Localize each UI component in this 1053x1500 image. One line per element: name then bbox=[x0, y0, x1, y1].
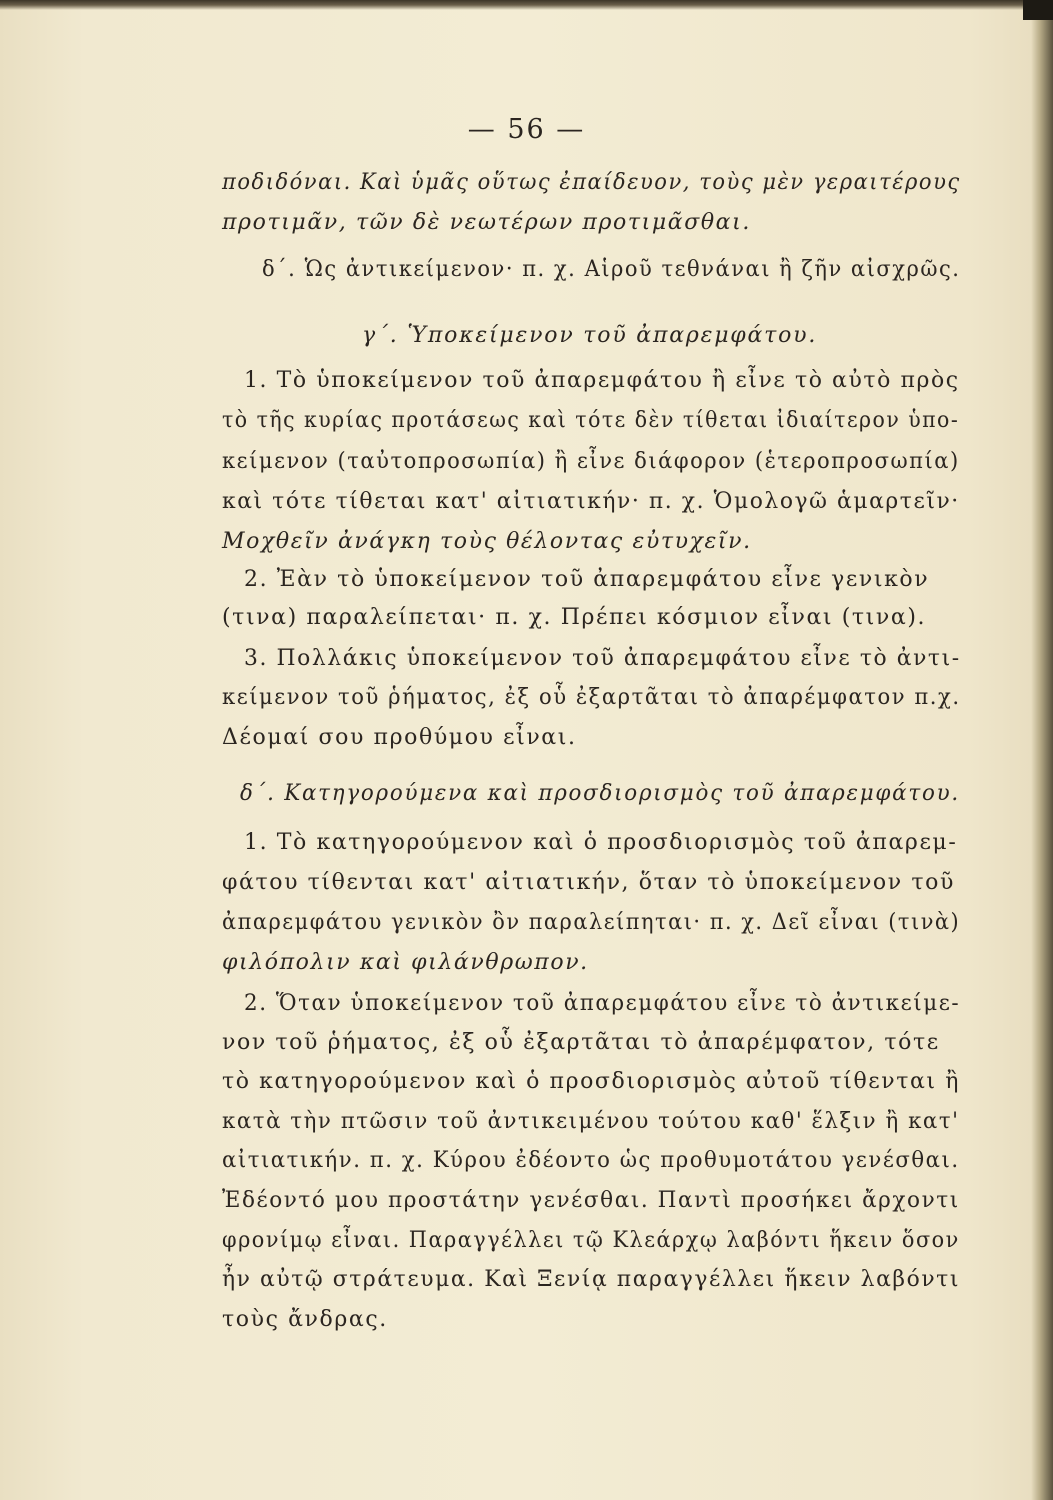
text-line-13: κείμενον τοῦ ῥήματος, ἐξ οὗ ἐξαρτᾶται τὸ ἀπαρέμφατον π.χ. bbox=[222, 685, 961, 710]
section-heading-gamma: γ΄. Ὑποκείμενον τοῦ ἀπαρεμφάτου. bbox=[362, 323, 818, 348]
text-line-22: τὸ κατηγορούμενον καὶ ὁ προσδιορισμὸς αὐτοῦ τίθενται ἢ bbox=[222, 1069, 960, 1094]
text-line-20: 2. Ὅταν ὑποκείμενον τοῦ ἀπαρεμφάτου εἶνε τὸ ἀντικείμε- bbox=[244, 991, 961, 1016]
text-line-24: αἰτιατικήν. π. χ. Κύρου ἐδέοντο ὡς προθυμοτάτου γενέσθαι. bbox=[222, 1148, 960, 1173]
section-heading-delta: δ΄. Κατηγορούμενα καὶ προσδιορισμὸς τοῦ ἀπαρεμφάτου. bbox=[240, 781, 960, 806]
text-line-11: (τινα) παραλείπεται· π. χ. Πρέπει κόσμιον εἶναι (τινα). bbox=[222, 605, 927, 630]
text-line-2: προτιμᾶν, τῶν δὲ νεωτέρων προτιμᾶσθαι. bbox=[222, 210, 751, 235]
text-line-19: φιλόπολιν καὶ φιλάνθρωπον. bbox=[222, 950, 589, 975]
text-line-25: Ἐδέοντό μου προστάτην γενέσθαι. Παντὶ προσήκει ἄρχοντι bbox=[222, 1188, 960, 1213]
text-line-5: 1. Τὸ ὑποκείμενον τοῦ ἀπαρεμφάτου ἢ εἶνε τὸ αὐτὸ πρὸς bbox=[244, 368, 960, 393]
text-line-16: 1. Τὸ κατηγορούμενον καὶ ὁ προσδιορισμὸς τοῦ ἀπαρεμ- bbox=[244, 830, 958, 855]
text-line-28: τοὺς ἄνδρας. bbox=[222, 1307, 388, 1332]
page-top-edge bbox=[0, 0, 1053, 10]
text-line-14: Δέομαί σου προθύμου εἶναι. bbox=[222, 725, 577, 750]
text-line-7: κείμενον (ταὐτοπροσωπία) ἢ εἶνε διάφορον (ἑτεροπροσωπία) bbox=[222, 449, 960, 474]
text-line-21: νον τοῦ ῥήματος, ἐξ οὗ ἐξαρτᾶται τὸ ἀπαρέμφατον, τότε bbox=[222, 1030, 940, 1055]
page-corner bbox=[1023, 0, 1053, 20]
text-line-18: ἀπαρεμφάτου γενικὸν ὂν παραλείπηται· π. χ. Δεῖ εἶναι (τινὰ) bbox=[222, 910, 961, 935]
text-line-8: καὶ τότε τίθεται κατ' αἰτιατικήν· π. χ. Ὁμολογῶ ἁμαρτεῖν· bbox=[222, 489, 960, 514]
text-line-9: Μοχθεῖν ἀνάγκη τοὺς θέλοντας εὐτυχεῖν. bbox=[222, 529, 752, 554]
page-number: — 56 — bbox=[467, 114, 586, 145]
text-line-26: φρονίμῳ εἶναι. Παραγγέλλει τῷ Κλεάρχῳ λαβόντι ἥκειν ὅσον bbox=[222, 1228, 960, 1253]
text-line-3: δ΄. Ὡς ἀντικείμενον· π. χ. Αἱροῦ τεθνάναι ἢ ζῆν αἰσχρῶς. bbox=[262, 257, 961, 282]
text-line-27: ἦν αὐτῷ στράτευμα. Καὶ Ξενίᾳ παραγγέλλει ἥκειν λαβόντι bbox=[222, 1267, 961, 1292]
text-line-17: φάτου τίθενται κατ' αἰτιατικήν, ὅταν τὸ ὑποκείμενον τοῦ bbox=[222, 870, 955, 895]
text-line-6: τὸ τῆς κυρίας προτάσεως καὶ τότε δὲν τίθεται ἰδιαίτερον ὑπο- bbox=[222, 408, 960, 433]
page-right-edge bbox=[1031, 0, 1053, 1500]
text-line-23: κατὰ τὴν πτῶσιν τοῦ ἀντικειμένου τούτου καθ' ἕλξιν ἢ κατ' bbox=[222, 1109, 960, 1134]
text-line-1: ποδιδόναι. Καὶ ὑμᾶς οὕτως ἐπαίδευον, τοὺς μὲν γεραιτέρους bbox=[222, 170, 961, 195]
text-line-10: 2. Ἐὰν τὸ ὑποκείμενον τοῦ ἀπαρεμφάτου εἶνε γενικὸν bbox=[244, 567, 930, 592]
text-line-12: 3. Πολλάκις ὑποκείμενον τοῦ ἀπαρεμφάτου εἶνε τὸ ἀντι- bbox=[244, 646, 961, 671]
